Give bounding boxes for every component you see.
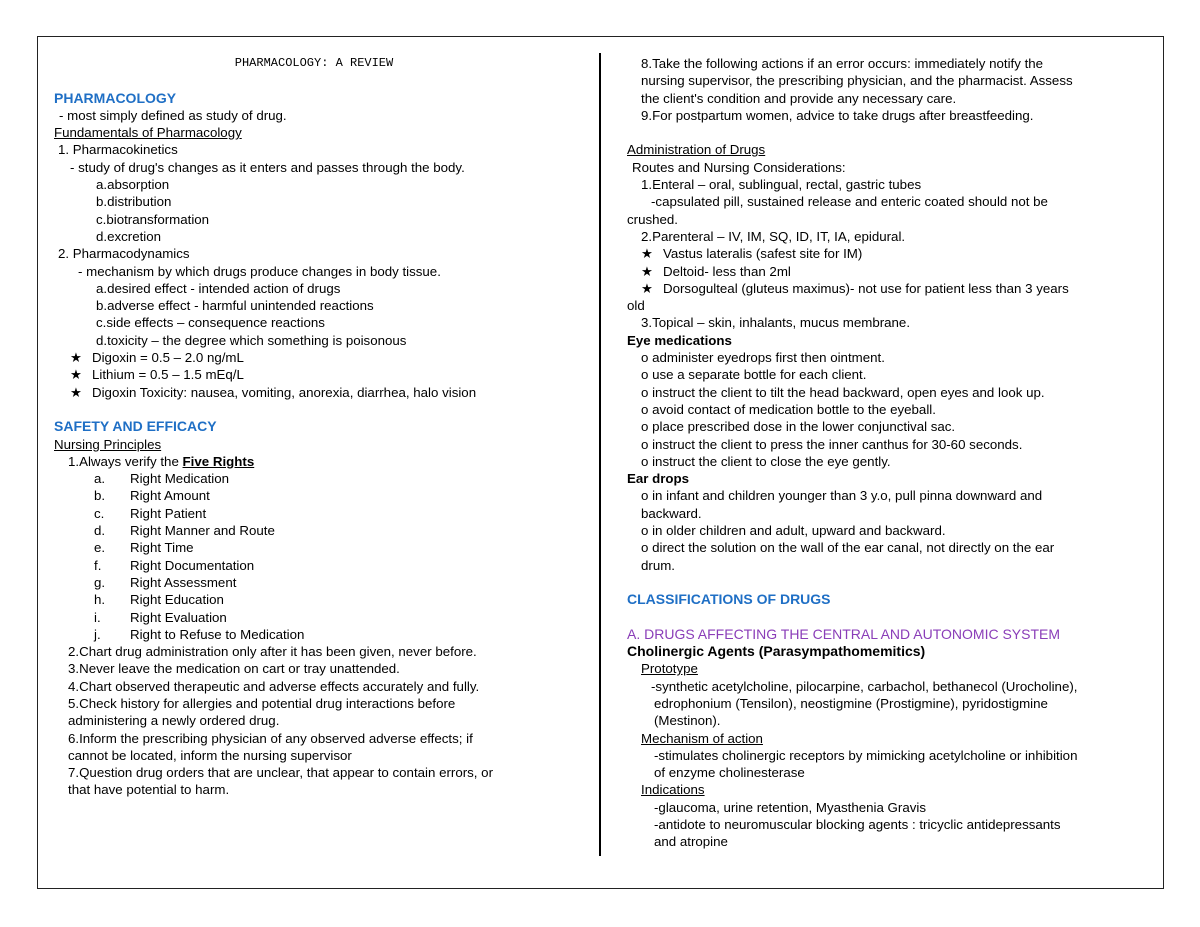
list-item: c.biotransformation — [96, 211, 210, 227]
prototype-line: (Mestinon). — [654, 713, 721, 729]
principle-line: the client's condition and provide any necessary care. — [641, 90, 957, 106]
five-rights-label: Five Rights — [182, 453, 255, 469]
star-item: ★ Digoxin = 0.5 – 2.0 ng/mL — [70, 350, 244, 366]
star-icon: ★ — [641, 246, 653, 262]
star-item: ★ Vastus lateralis (safest site for IM) — [641, 246, 863, 262]
principle-line: 5.Check history for allergies and potential drug interactions before — [68, 695, 456, 711]
list-item: o place prescribed dose in the lower conjunctival sac. — [641, 419, 956, 435]
prototype-line: -synthetic acetylcholine, pilocarpine, carbachol, bethanecol (Urocholine), — [651, 678, 1078, 694]
principle-line: 8.Take the following actions if an error occurs: immediately notify the — [641, 56, 1044, 71]
eye-medications-heading: Eye medications — [627, 332, 732, 348]
principle-line: 6.Inform the prescribing physician of any observed adverse effects; if — [68, 730, 473, 746]
right-item: e. Right Time — [94, 540, 194, 556]
list-item: o instruct the client to tilt the head backward, open eyes and look up. — [641, 384, 1045, 400]
star-item-tail: old — [627, 298, 645, 314]
pharmacokinetics-definition: - study of drug's changes as it enters and passes through the body. — [70, 159, 465, 175]
star-icon: ★ — [70, 367, 82, 383]
list-item: d.excretion — [96, 228, 162, 244]
star-item: ★ Lithium = 0.5 – 1.5 mEq/L — [70, 367, 244, 383]
mechanism-line: of enzyme cholinesterase — [654, 765, 805, 781]
star-item: ★ Deltoid- less than 2ml — [641, 263, 791, 279]
star-icon: ★ — [641, 280, 653, 296]
pharmacokinetics-title: 1. Pharmacokinetics — [58, 142, 178, 158]
list-item: c.side effects – consequence reactions — [96, 315, 325, 331]
safety-heading: SAFETY AND EFFICACY — [54, 418, 217, 435]
route-parenteral: 2.Parenteral – IV, IM, SQ, ID, IT, IA, epidural. — [641, 228, 906, 244]
pharmacodynamics-definition: - mechanism by which drugs produce changes in body tissue. — [78, 263, 441, 279]
column-divider — [599, 53, 601, 856]
pharmacology-heading: PHARMACOLOGY — [54, 89, 177, 106]
nursing-principles-heading: Nursing Principles — [54, 436, 162, 452]
document-title: PHARMACOLOGY: A REVIEW — [234, 56, 394, 70]
right-column — [627, 55, 1147, 851]
star-icon: ★ — [70, 350, 82, 366]
five-rights-intro: 1.Always verify the Five Rights — [68, 453, 255, 469]
route-note: crushed. — [627, 211, 678, 227]
principle-line: nursing supervisor, the prescribing physician, and the pharmacist. Assess — [641, 73, 1073, 89]
principle-line: 2.Chart drug administration only after it has been given, never before. — [68, 644, 477, 660]
principle-line: 7.Question drug orders that are unclear, that appear to contain errors, or — [68, 765, 494, 781]
mechanism-heading: Mechanism of action — [641, 730, 763, 746]
right-item: b. Right Amount — [94, 488, 210, 504]
list-item: backward. — [641, 505, 702, 521]
star-icon: ★ — [641, 263, 653, 279]
right-item: f. Right Documentation — [94, 557, 255, 573]
list-item: o instruct the client to close the eye gently. — [641, 453, 891, 469]
list-item: o instruct the client to press the inner canthus for 30-60 seconds. — [641, 436, 1023, 452]
star-item: ★ Digoxin Toxicity: nausea, vomiting, anorexia, diarrhea, halo vision — [70, 384, 477, 400]
principle-line: that have potential to harm. — [68, 782, 230, 798]
list-item: a.desired effect - intended action of drugs — [96, 280, 341, 296]
list-item: o administer eyedrops first then ointment. — [641, 350, 885, 366]
list-item: a.absorption — [96, 177, 170, 193]
left-column — [54, 55, 584, 799]
right-item: a. Right Medication — [94, 471, 230, 487]
indications-heading: Indications — [641, 782, 705, 798]
right-item: g. Right Assessment — [94, 574, 237, 590]
routes-heading: Routes and Nursing Considerations: — [632, 159, 846, 175]
principle-line: 4.Chart observed therapeutic and adverse effects accurately and fully. — [68, 678, 480, 694]
right-item: j. Right to Refuse to Medication — [94, 626, 305, 642]
list-item: o in older children and adult, upward and backward. — [641, 523, 946, 539]
indications-line: -glaucoma, urine retention, Myasthenia Gravis — [654, 799, 926, 815]
list-item: o avoid contact of medication bottle to the eyeball. — [641, 401, 936, 417]
list-item: d.toxicity – the degree which something is poisonous — [96, 332, 407, 348]
principle-line: 9.For postpartum women, advice to take drugs after breastfeeding. — [641, 107, 1034, 123]
principle-line: cannot be located, inform the nursing supervisor — [68, 747, 352, 763]
list-item: drum. — [641, 557, 675, 573]
fundamentals-heading: Fundamentals of Pharmacology — [54, 125, 242, 141]
right-item: i. Right Evaluation — [94, 609, 227, 625]
route-enteral: 1.Enteral – oral, sublingual, rectal, gastric tubes — [641, 177, 922, 193]
route-note: -capsulated pill, sustained release and enteric coated should not be — [651, 194, 1048, 210]
ear-drops-heading: Ear drops — [627, 471, 690, 487]
list-item: o use a separate bottle for each client. — [641, 367, 867, 383]
mechanism-line: -stimulates cholinergic receptors by mimicking acetylcholine or inhibition — [654, 747, 1078, 763]
right-item: c. Right Patient — [94, 505, 207, 521]
route-topical: 3.Topical – skin, inhalants, mucus membrane. — [641, 315, 911, 331]
administration-heading: Administration of Drugs — [627, 142, 766, 158]
pharmacology-definition: - most simply defined as study of drug. — [59, 107, 287, 123]
list-item: b.adverse effect - harmful unintended reactions — [96, 298, 374, 314]
indications-line: and atropine — [654, 834, 728, 850]
pharmacodynamics-title: 2. Pharmacodynamics — [58, 246, 190, 262]
list-item: b.distribution — [96, 194, 172, 210]
right-item: d. Right Manner and Route — [94, 523, 275, 539]
prototype-heading: Prototype — [641, 661, 698, 677]
principle-line: 3.Never leave the medication on cart or tray unattended. — [68, 661, 400, 677]
list-item: o in infant and children younger than 3 y.o, pull pinna downward and — [641, 488, 1043, 504]
prototype-line: edrophonium (Tensilon), neostigmine (Prostigmine), pyridostigmine — [654, 695, 1048, 711]
section-a-heading: A. DRUGS AFFECTING THE CENTRAL AND AUTONOMIC SYSTEM — [627, 625, 1061, 642]
principle-line: administering a newly ordered drug. — [68, 713, 280, 729]
cholinergic-heading: Cholinergic Agents (Parasympathomemitics) — [627, 643, 926, 660]
classifications-heading: CLASSIFICATIONS OF DRUGS — [627, 591, 831, 608]
indications-line: -antidote to neuromuscular blocking agents : tricyclic antidepressants — [654, 817, 1061, 833]
star-item: ★ Dorsogulteal (gluteus maximus)- not use for patient less than 3 years — [641, 280, 1069, 296]
right-item: h. Right Education — [94, 592, 224, 608]
star-icon: ★ — [70, 384, 82, 400]
list-item: o direct the solution on the wall of the ear canal, not directly on the ear — [641, 540, 1055, 556]
